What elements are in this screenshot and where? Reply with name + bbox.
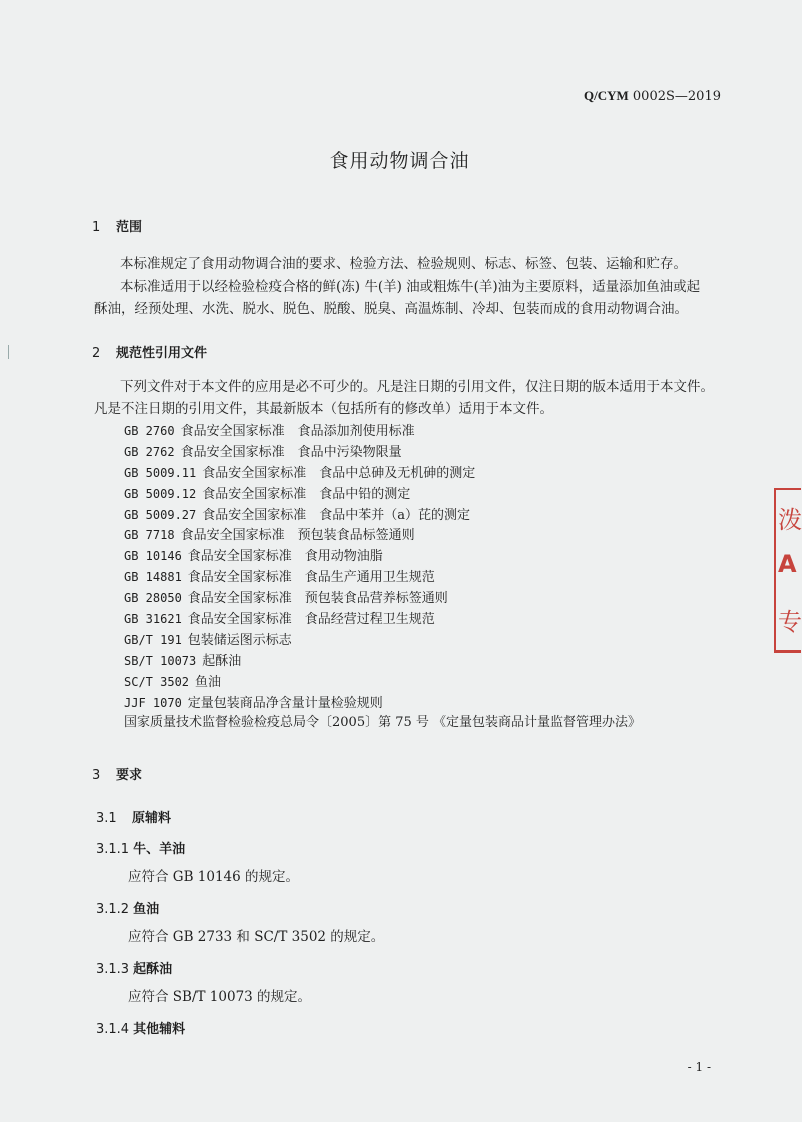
standard-code bbox=[584, 88, 721, 104]
reference-title: 食品安全国家标准 预包装食品营养标签通则 bbox=[187, 591, 448, 607]
reference-title: 定量包装商品净含量计量检验规则 bbox=[187, 695, 383, 711]
reference-code: GB 2762 bbox=[124, 444, 175, 459]
section-3-1-3-heading bbox=[96, 958, 172, 977]
reference-title: 包装储运图示标志 bbox=[187, 632, 292, 648]
reference-title: 国家质量技术监督检验检疫总局令〔2005〕第 75 号 《定量包装商品计量监督管理办法》 bbox=[124, 715, 642, 731]
reference-code: GB 31621 bbox=[124, 612, 182, 627]
reference-code: GB 5009.27 bbox=[124, 507, 197, 522]
reference-code: GB/T 191 bbox=[124, 632, 182, 647]
standard-code-prefix: Q/CYM bbox=[584, 88, 629, 103]
reference-title: 食品安全国家标准 食用动物油脂 bbox=[187, 549, 383, 565]
reference-item bbox=[124, 463, 641, 484]
reference-item bbox=[124, 421, 641, 442]
page-number bbox=[0, 1060, 799, 1074]
section-3-heading bbox=[92, 764, 142, 783]
document-title: 食用动物调合油 bbox=[329, 150, 470, 172]
reference-item bbox=[124, 693, 641, 714]
reference-code: JJF 1070 bbox=[124, 695, 182, 710]
reference-code: SC/T 3502 bbox=[124, 674, 190, 689]
reference-item bbox=[124, 609, 641, 630]
reference-title: 食品安全国家标准 食品中污染物限量 bbox=[180, 444, 402, 460]
section-number: 1 bbox=[92, 220, 101, 235]
reference-item bbox=[124, 567, 641, 588]
refs-intro-line-2: 凡是不注日期的引用文件，其最新版本（包括所有的修改单）适用于本文件。 bbox=[94, 401, 553, 417]
section-number: 2 bbox=[92, 346, 101, 361]
reference-item bbox=[124, 630, 641, 651]
reference-item bbox=[124, 525, 641, 546]
section-3-1-1-heading bbox=[96, 838, 185, 857]
section-title: 牛、羊油 bbox=[133, 842, 186, 857]
reference-title: 食品安全国家标准 食品添加剂使用标准 bbox=[180, 424, 415, 439]
section-number: 3.1.2 bbox=[96, 902, 130, 917]
section-number: 3.1 bbox=[96, 811, 117, 826]
reference-title: 食品安全国家标准 食品中总砷及无机砷的测定 bbox=[202, 465, 476, 481]
scan-edge-mark bbox=[8, 345, 9, 359]
reference-item bbox=[124, 505, 641, 526]
section-number: 3.1.4 bbox=[96, 1022, 130, 1037]
scope-paragraph-2a: 本标准适用于以经检验检疫合格的鲜(冻) 牛(羊) 油或粗炼牛(羊)油为主要原料，适量添加鱼油或起 bbox=[120, 279, 701, 295]
reference-title: 食品安全国家标准 食品经营过程卫生规范 bbox=[187, 612, 435, 628]
section-number: 3.1.1 bbox=[96, 842, 130, 857]
reference-item bbox=[124, 651, 641, 672]
section-number: 3.1.3 bbox=[96, 962, 130, 977]
section-3-1-heading bbox=[96, 807, 171, 826]
reference-code: GB 28050 bbox=[124, 591, 182, 606]
scope-paragraph-2b: 酥油，经预处理、水洗、脱水、脱色、脱酸、脱臭、高温炼制、冷却、包装而成的食用动物调合油。 bbox=[94, 301, 688, 317]
standard-code-number: 0002S—2019 bbox=[628, 89, 721, 104]
scope-paragraph-1: 本标准规定了食用动物调合油的要求、检验方法、检验规则、标志、标签、包装、运输和贮存。 bbox=[120, 256, 687, 272]
reference-code: GB 2760 bbox=[124, 424, 175, 438]
reference-code: GB 10146 bbox=[124, 549, 182, 564]
stamp-glyph: 泼 bbox=[778, 506, 802, 534]
section-number: 3 bbox=[92, 768, 101, 783]
reference-item bbox=[124, 672, 641, 693]
section-title: 鱼油 bbox=[133, 902, 160, 917]
reference-item bbox=[124, 484, 641, 505]
reference-title: 起酥油 bbox=[202, 653, 242, 669]
reference-title: 食品安全国家标准 食品中铅的测定 bbox=[202, 486, 411, 502]
section-title: 范围 bbox=[116, 220, 143, 235]
section-3-1-2-text: 应符合 GB 2733 和 SC/T 3502 的规定。 bbox=[128, 929, 385, 945]
section-title: 规范性引用文件 bbox=[116, 346, 208, 361]
section-title: 起酥油 bbox=[133, 962, 173, 977]
section-title: 要求 bbox=[116, 768, 143, 783]
reference-item bbox=[124, 546, 641, 567]
section-title: 原辅料 bbox=[132, 811, 172, 826]
reference-title: 食品安全国家标准 食品中苯并（a）芘的测定 bbox=[202, 507, 471, 523]
section-3-1-3-text: 应符合 SB/T 10073 的规定。 bbox=[128, 989, 312, 1005]
section-1-heading bbox=[92, 216, 142, 235]
reference-list bbox=[124, 421, 641, 734]
reference-code: GB 5009.11 bbox=[124, 465, 197, 480]
reference-item bbox=[124, 588, 641, 609]
section-3-1-2-heading bbox=[96, 898, 159, 917]
reference-code: GB 14881 bbox=[124, 570, 182, 585]
seal-stamp bbox=[774, 488, 801, 653]
section-3-1-1-text: 应符合 GB 10146 的规定。 bbox=[128, 869, 300, 885]
stamp-glyph: 专 bbox=[778, 608, 802, 636]
reference-code: SB/T 10073 bbox=[124, 653, 197, 668]
section-3-1-4-heading bbox=[96, 1018, 185, 1037]
reference-title: 食品安全国家标准 预包装食品标签通则 bbox=[180, 528, 415, 544]
reference-title: 鱼油 bbox=[195, 674, 222, 690]
reference-code: GB 7718 bbox=[124, 528, 175, 543]
reference-item bbox=[124, 713, 641, 734]
section-2-heading bbox=[92, 342, 207, 361]
stamp-glyph: A bbox=[778, 550, 797, 578]
refs-intro-line-1: 下列文件对于本文件的应用是必不可少的。凡是注日期的引用文件，仅注日期的版本适用于本文件。 bbox=[120, 379, 714, 395]
page-number-text: - 1 - bbox=[687, 1060, 711, 1074]
section-title: 其他辅料 bbox=[133, 1022, 186, 1037]
reference-item bbox=[124, 442, 641, 463]
reference-code: GB 5009.12 bbox=[124, 486, 197, 501]
reference-title: 食品安全国家标准 食品生产通用卫生规范 bbox=[187, 570, 435, 586]
